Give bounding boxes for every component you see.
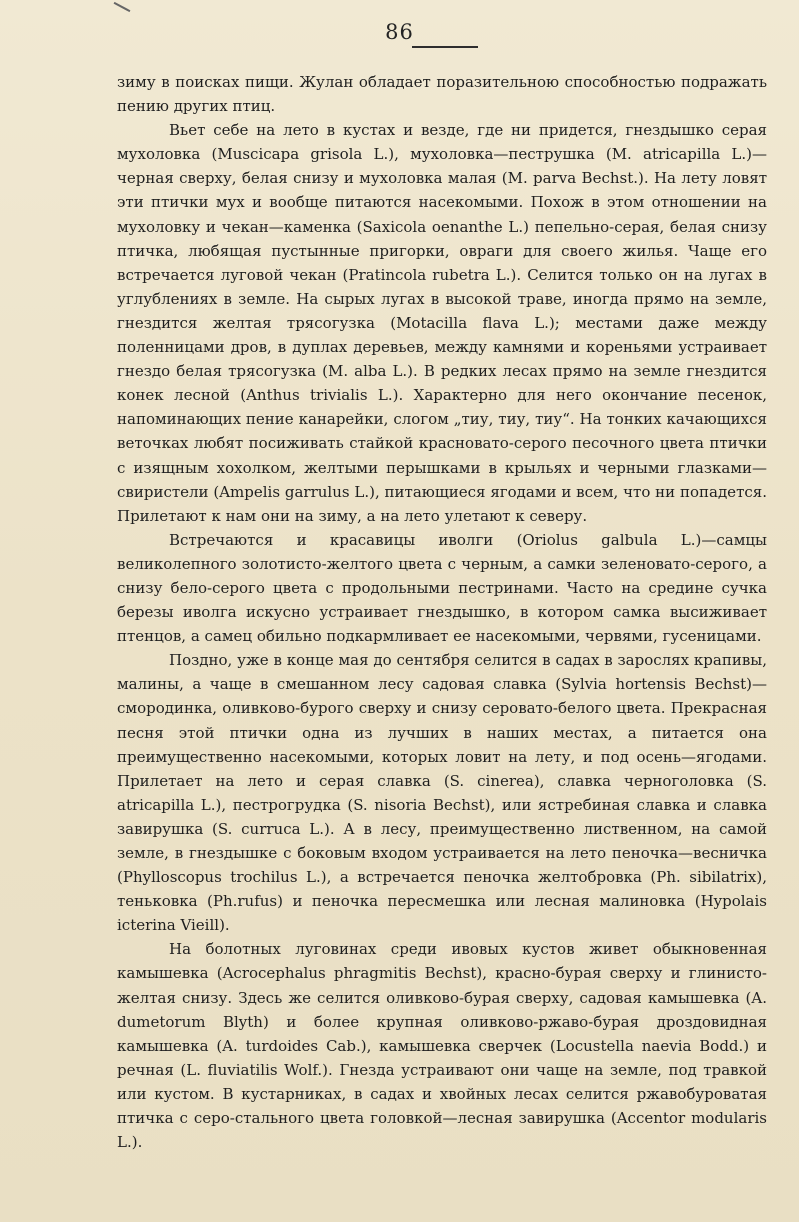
paragraph-continuation: зиму в поисках пищи. Жулан обладает поразительною способностью подражать пению других птиц. xyxy=(117,73,767,116)
page-body xyxy=(117,70,767,1154)
page-number: 86 xyxy=(385,20,414,44)
paragraph-warblers: Поздно, уже в конце мая до сентября селится в садах в зарослях крапивы, малины, а чаще в смешанном лесу садовая славка (Sylvia hortensis Bechst)—смородинка, оливково-бурого сверху и снизу серовато-белого цвета. Прекрасная песня этой птички одна из лучших в наших местах, а питается она преимущественно насекомыми, которых ловит на лету, и под осень—ягодами. Прилетает на лето и серая славка (S. cinerea), славка черноголовка (S. atricapilla L.), пестрогрудка (S. nisoria Bechst), или ястребиная славка и славка завирушка (S. curruca L.). А в лесу, преимущественно лиственном, на самой земле, в гнездышке с боковым входом устраивается на лето пеночка—весничка (Phylloscopus trochilus L.), а встречается пеночка желтобровка (Ph. sibilatrix), теньковка (Ph.rufus) и пеночка пересмешка или лесная малиновка (Hypolais icterina Vieill). xyxy=(117,651,767,935)
paragraph-reed-warblers: На болотных луговинах среди ивовых кустов живет обыкновенная камышевка (Acrocephalus phragmitis Bechst), красно-бурая сверху и глинисто-желтая снизу. Здесь же селится оливково-бурая сверху, садовая камышевка (A. dumetorum Blyth) и более крупная оливково-ржаво-бурая дроздовидная камышевка (A. turdoides Cab.), камышевка сверчек (Locustella naevia Bodd.) и речная (L. fluviatilis Wolf.). Гнезда устраивают они чаще на земле, под травкой или кустом. В кустарниках, в садах и хвойных лесах селится ржавобуроватая птичка с серо-стального цвета головкой—лесная завирушка (Accentor modularis L.). xyxy=(117,940,767,1152)
page-number-underline xyxy=(412,46,478,48)
scan-mark xyxy=(114,2,131,12)
paragraph-orioles: Встречаются и красавицы иволги (Oriolus galbula L.)—самцы великолепного золотисто-желтого цвета с черным, а самки зеленовато-серого, а снизу бело-серого цвета с продольными пестринами. Часто на средине сучка березы иволга искусно устраивает гнездышко, в котором самка высиживает птенцов, а самец обильно подкармливает ее насекомыми, червями, гусеницами. xyxy=(117,530,767,646)
paragraph-flycatchers: Вьет себе на лето в кустах и везде, где ни придется, гнездышко серая мухоловка (Muscicapa grisola L.), мухоловка—пеструшка (M. atricapilla L.)—черная сверху, белая снизу и мухоловка малая (M. parva Bechst.). На лету ловят эти птички мух и вообще питаются насекомыми. Похож в этом отношении на мухоловку и чекан—каменка (Saxicola oenanthe L.) пепельно-серая, белая снизу птичка, любящая пустынные пригорки, овраги для своего жилья. Чаще его встречается луговой чекан (Pratincola rubetra L.). Селится только он на лугах в углублениях в земле. На сырых лугах в высокой траве, иногда прямо на земле, гнездится желтая трясогузка (Motacilla flava L.); местами даже между поленницами дров, в дуплах деревьев, между камнями и кореньями устраивает гнездо белая трясогузка (M. alba L.). В редких лесах прямо на земле гнездится конек лесной (Anthus trivialis L.). Характерно для него окончание песенок, напоминающих пение канарейки, слогом „тиу, тиу, тиу“. На тонких качающихся веточках любят посиживать стайкой красновато-серого песочного цвета птички с изящным хохолком, желтыми перышками в крыльях и черными глазками—свиристели (Ampelis garrulus L.), питающиеся ягодами и всем, что ни попадется. Прилетают к нам они на зиму, а на лето улетают к северу. xyxy=(117,121,767,525)
